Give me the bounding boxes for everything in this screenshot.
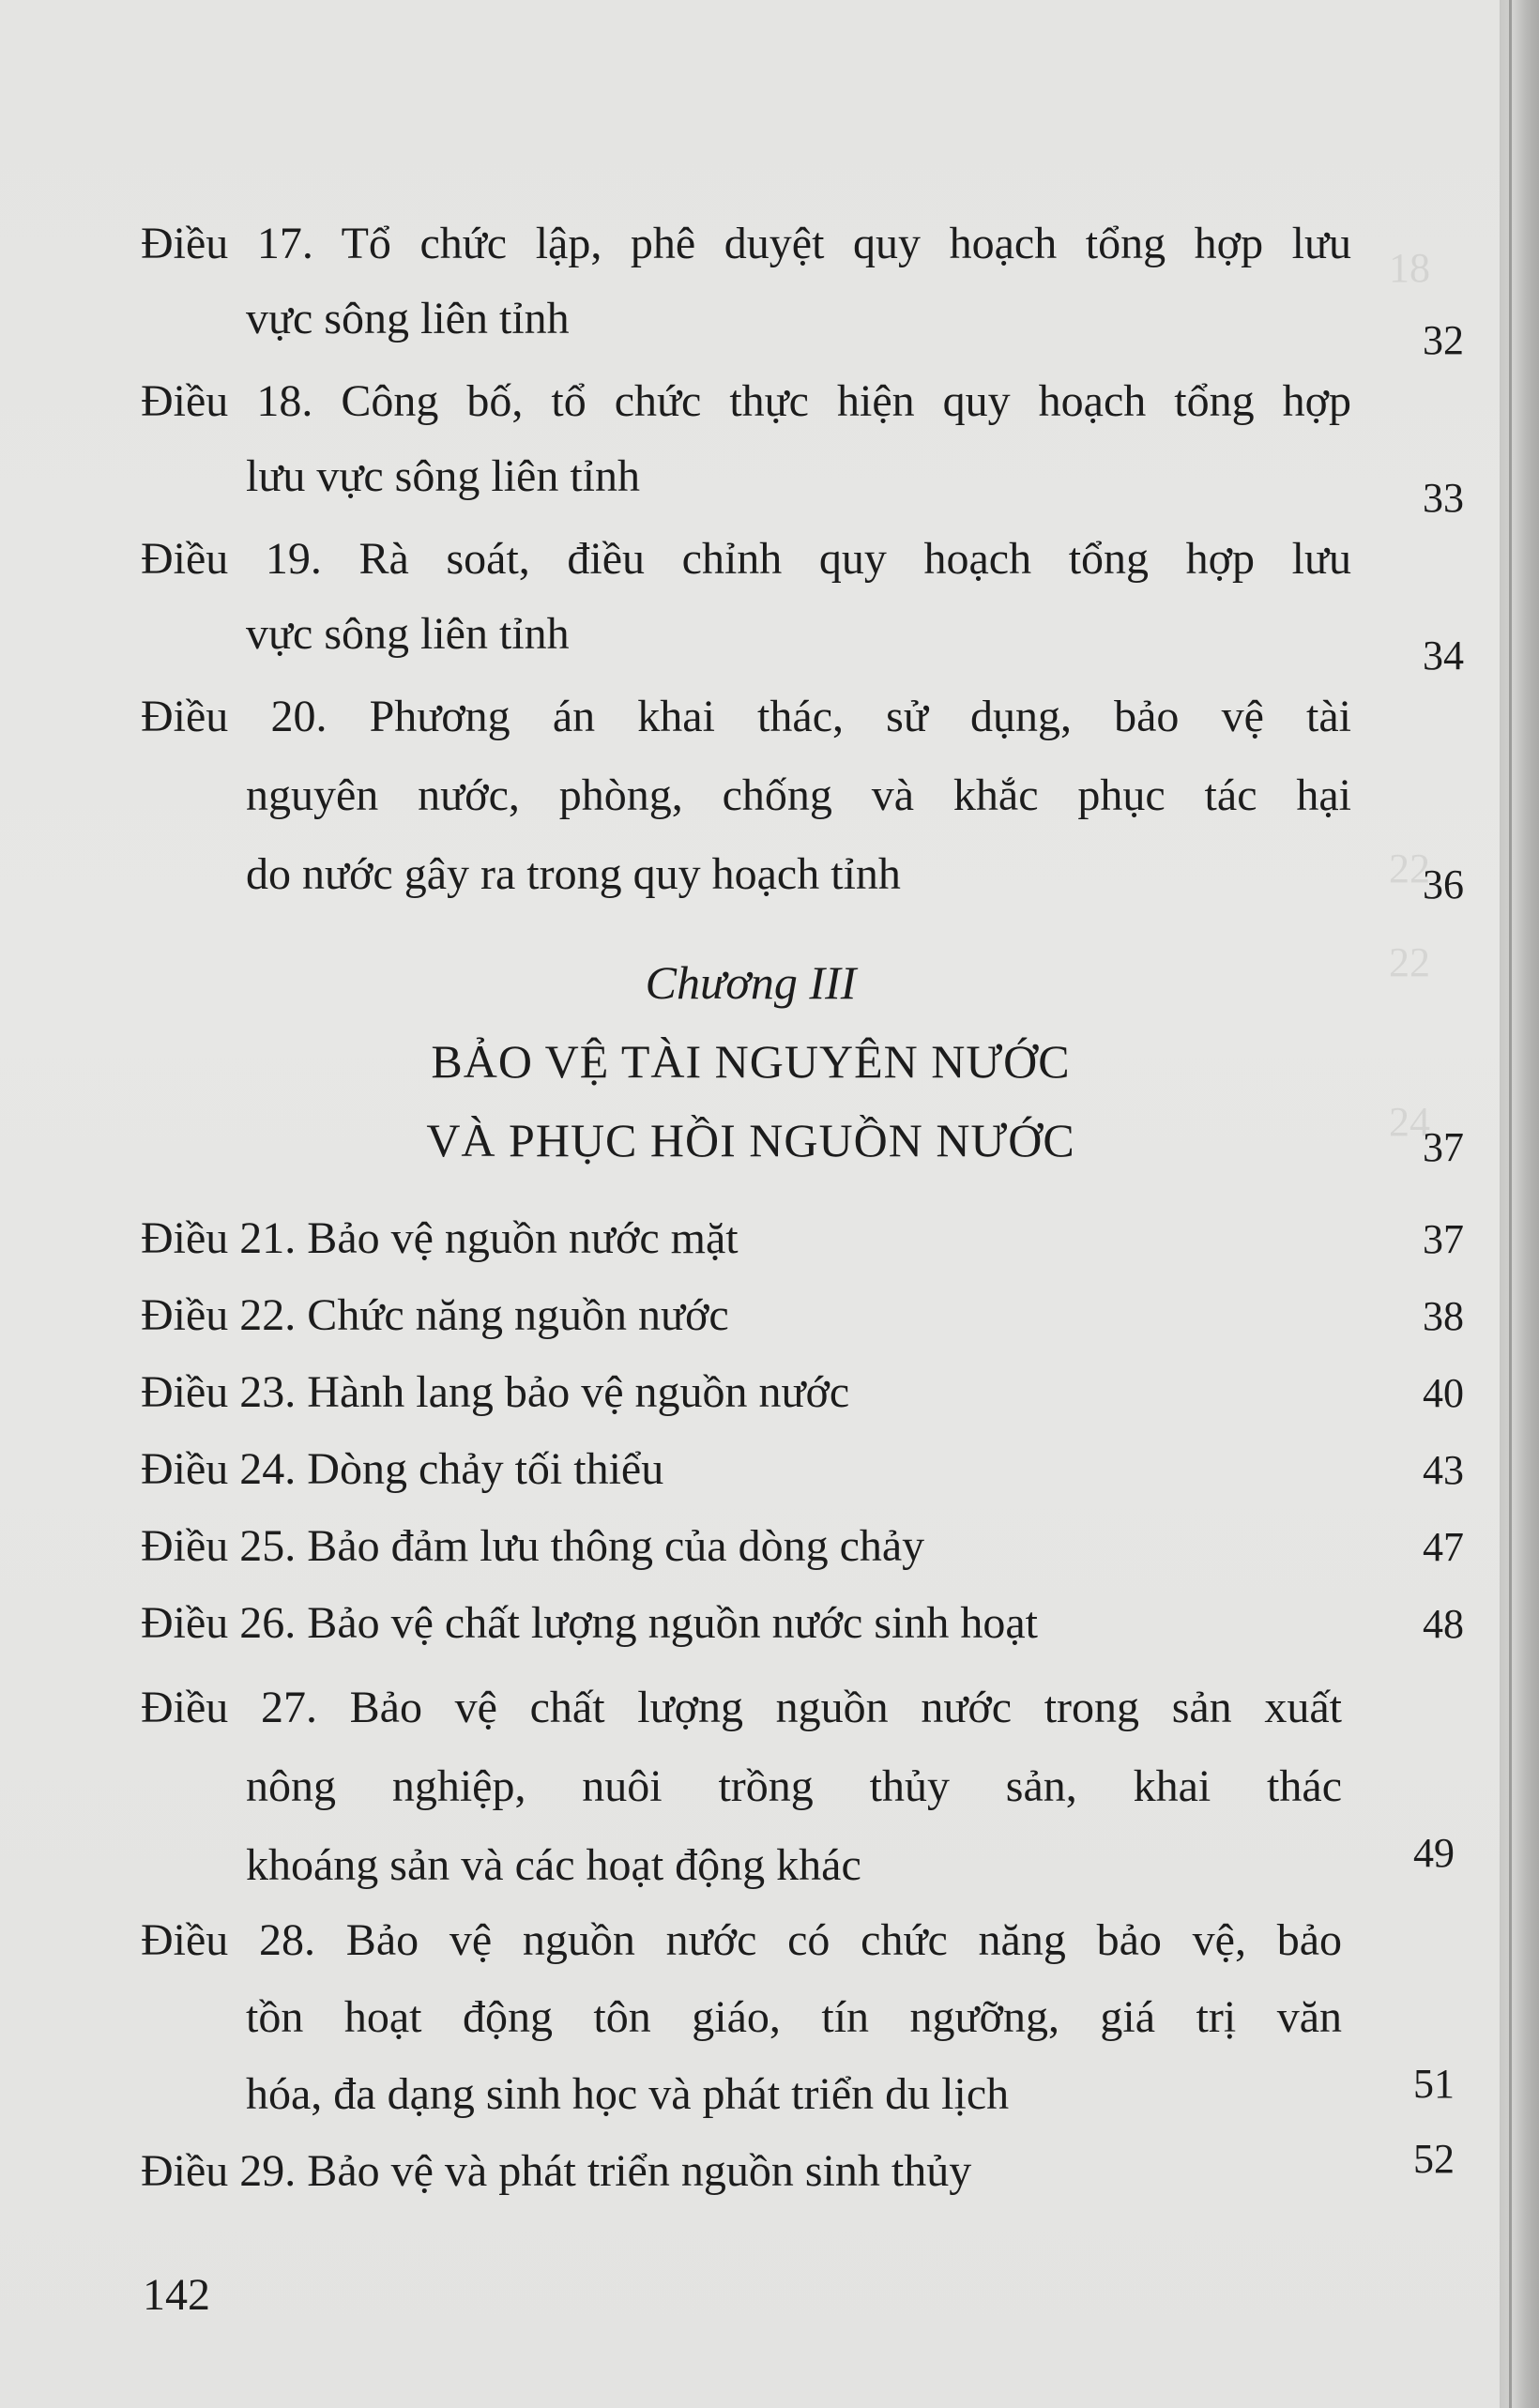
chapter-label: Chương III [645, 956, 857, 1009]
toc-page-number: 47 [1423, 1524, 1464, 1570]
chapter-title-line-1: BẢO VỆ TÀI NGUYÊN NƯỚC [431, 1035, 1071, 1088]
show-through-text: 22 [1389, 846, 1430, 892]
toc-entry-line: Điều 23. Hành lang bảo vệ nguồn nước [141, 1367, 850, 1417]
toc-entry-line: Điều 27. Bảo vệ chất lượng nguồn nước trong sản xuất [141, 1683, 1342, 1732]
toc-page-number: 43 [1423, 1447, 1464, 1493]
toc-page-number: 37 [1423, 1216, 1464, 1262]
toc-entry-line: Điều 26. Bảo vệ chất lượng nguồn nước sinh hoạt [141, 1598, 1038, 1648]
chapter-title-line-2: VÀ PHỤC HỒI NGUỒN NƯỚC [426, 1114, 1075, 1166]
toc-entry-line: Điều 25. Bảo đảm lưu thông của dòng chảy [141, 1521, 925, 1571]
toc-entry-line: do nước gây ra trong quy hoạch tỉnh [246, 849, 901, 899]
toc-page-number: 36 [1423, 861, 1464, 907]
toc-entry-line: lưu vực sông liên tỉnh [246, 451, 640, 501]
show-through-text: 22 [1389, 939, 1430, 985]
toc-page-number: 38 [1423, 1293, 1464, 1339]
toc-entry-line: Điều 24. Dòng chảy tối thiểu [141, 1444, 664, 1494]
toc-entry-line: khoáng sản và các hoạt động khác [246, 1840, 861, 1890]
toc-entry-line: Điều 18. Công bố, tổ chức thực hiện quy hoạch tổng hợp [141, 376, 1351, 426]
toc-entry-line: vực sông liên tỉnh [246, 294, 570, 343]
show-through-text: 24 [1389, 1099, 1430, 1145]
toc-page-number: 32 [1423, 317, 1464, 363]
page-folio: 142 [143, 2270, 210, 2320]
toc-page-number: 40 [1423, 1370, 1464, 1416]
toc-entry-line: Điều 21. Bảo vệ nguồn nước mặt [141, 1213, 739, 1263]
toc-entry-line: Điều 19. Rà soát, điều chỉnh quy hoạch tổng hợp lưu [141, 534, 1351, 584]
page-edge-divider [1509, 0, 1512, 2408]
toc-page-number: 51 [1413, 2061, 1455, 2107]
toc-page-number: 52 [1413, 2136, 1455, 2182]
toc-entry-line: Điều 20. Phương án khai thác, sử dụng, bảo vệ tài [141, 692, 1351, 741]
toc-entry-line: vực sông liên tỉnh [246, 609, 570, 659]
toc-entry-line: Điều 29. Bảo vệ và phát triển nguồn sinh thủy [141, 2146, 972, 2196]
toc-entry-line: Điều 17. Tổ chức lập, phê duyệt quy hoạch tổng hợp lưu [141, 219, 1351, 268]
toc-entry-line: nông nghiệp, nuôi trồng thủy sản, khai thác [246, 1761, 1342, 1811]
toc-entry-line: Điều 28. Bảo vệ nguồn nước có chức năng bảo vệ, bảo [141, 1915, 1342, 1965]
book-page-edge [1500, 0, 1539, 2408]
toc-page-number: 34 [1423, 632, 1464, 678]
chapter-heading[interactable] [141, 955, 1361, 1181]
toc-page-number: 33 [1423, 475, 1464, 521]
toc-entry-line: nguyên nước, phòng, chống và khắc phục tác hại [246, 770, 1351, 820]
toc-page-number: 37 [1423, 1124, 1464, 1170]
show-through-text: 18 [1389, 245, 1430, 291]
toc-entry-line: hóa, đa dạng sinh học và phát triển du lịch [246, 2069, 1010, 2119]
toc-page-number: 48 [1423, 1601, 1464, 1647]
toc-entry-line: Điều 22. Chức năng nguồn nước [141, 1290, 729, 1340]
toc-page-number: 49 [1413, 1830, 1455, 1876]
toc-entry-line: tồn hoạt động tôn giáo, tín ngưỡng, giá trị văn [246, 1992, 1342, 2042]
